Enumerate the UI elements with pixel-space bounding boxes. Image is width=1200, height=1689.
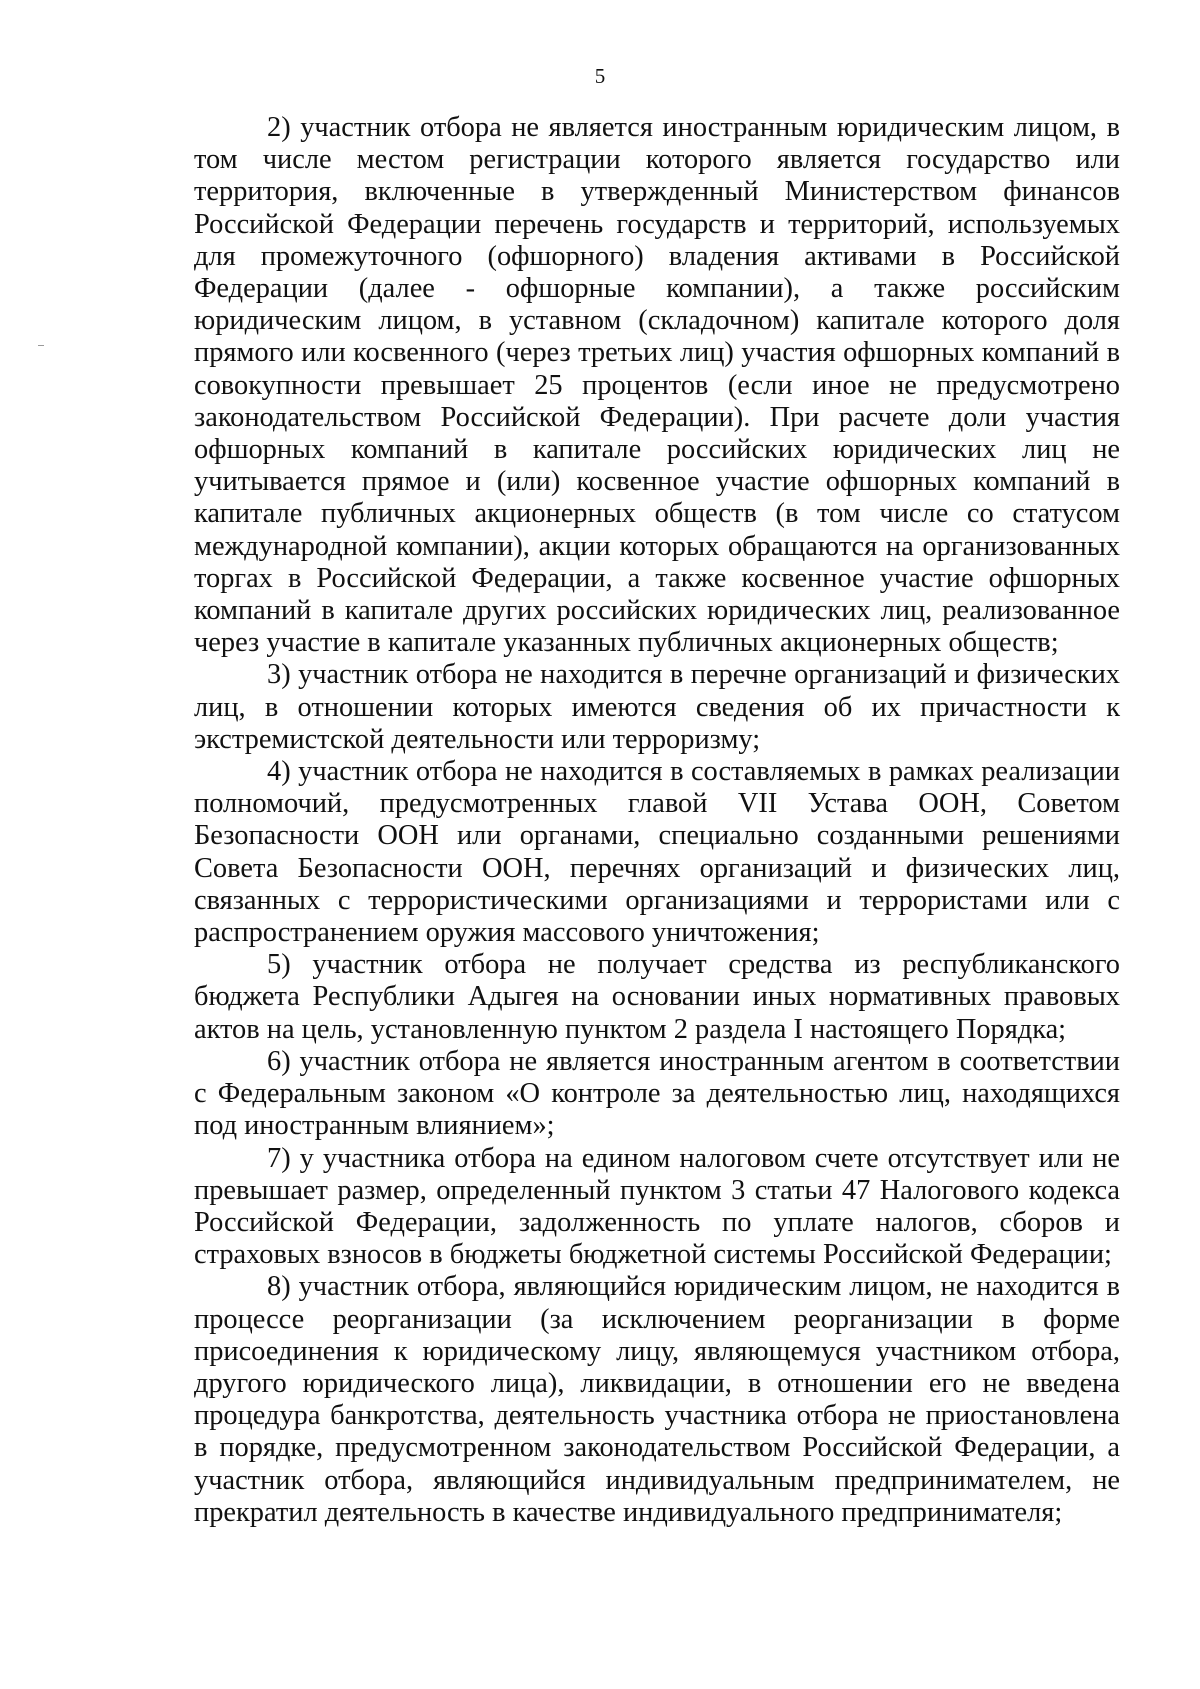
paragraph-item-5: 5) участник отбора не получает средства из республиканского бюджета Республики Адыгея на основании иных нормативных правовых актов на цель, установленную пунктом 2 раздела I настоящего Порядка; <box>194 949 1120 1045</box>
paragraph-item-7: 7) у участника отбора на едином налоговом счете отсутствует или не превышает размер, определенный пунктом 3 статьи 47 Налогового кодекса Российской Федерации, задолженность по уплате налогов, сборов и страховых взносов в бюджеты бюджетной системы Российской Федерации; <box>194 1142 1120 1271</box>
paragraph-item-8: 8) участник отбора, являющийся юридическим лицом, не находится в процессе реорганизации (за исключением реорганизации в форме присоединения к юридическому лицу, являющемуся участником отбора, другого юридического лица), ликвидации, в отношении его не введена процедура банкротства, деятельность участника отбора не приостановлена в порядке, предусмотренном законодательством Российской Федерации, а участник отбора, являющийся индивидуальным предпринимателем, не прекратил деятельность в качестве индивидуального предпринимателя; <box>194 1271 1120 1528</box>
paragraph-item-6: 6) участник отбора не является иностранным агентом в соответствии с Федеральным законом «О контроле за деятельностью лиц, находящихся под иностранным влиянием»; <box>194 1045 1120 1142</box>
paragraph-item-4: 4) участник отбора не находится в составляемых в рамках реализации полномочий, предусмотренных главой VII Устава ООН, Советом Безопасности ООН или органами, специально созданными решениями Совета Безопасности ООН, перечнях организаций и физических лиц, связанных с террористическими организациями и террористами или с распространением оружия массового уничтожения; <box>194 756 1120 949</box>
paragraph-item-3: 3) участник отбора не находится в перечне организаций и физических лиц, в отношении которых имеются сведения об их причастности к экстремистской деятельности или терроризму; <box>194 659 1120 755</box>
paragraph-item-2: 2) участник отбора не является иностранным юридическим лицом, в том числе местом регистрации которого является государство или территория, включенные в утвержденный Министерством финансов Российской Федерации перечень государств и территорий, используемых для промежуточного (офшорного) владения активами в Российской Федерации (далее - офшорные компании), а также российским юридическим лицом, в уставном (складочном) капитале которого доля прямого или косвенного (через третьих лиц) участия офшорных компаний в совокупности превышает 25 процентов (если иное не предусмотрено законодательством Российской Федерации). При расчете доли участия офшорных компаний в капитале российских юридических лиц не учитывается прямое и (или) косвенное участие офшорных компаний в капитале публичных акционерных обществ (в том числе со статусом международной компании), акции которых обращаются на организованных торгах в Российской Федерации, а также косвенное участие офшорных компаний в капитале других российских юридических лиц, реализованное через участие в капитале указанных публичных акционерных обществ; <box>194 112 1120 659</box>
scan-artifact-mark <box>38 345 44 346</box>
document-body <box>194 112 1120 1529</box>
page-number: 5 <box>594 64 606 88</box>
